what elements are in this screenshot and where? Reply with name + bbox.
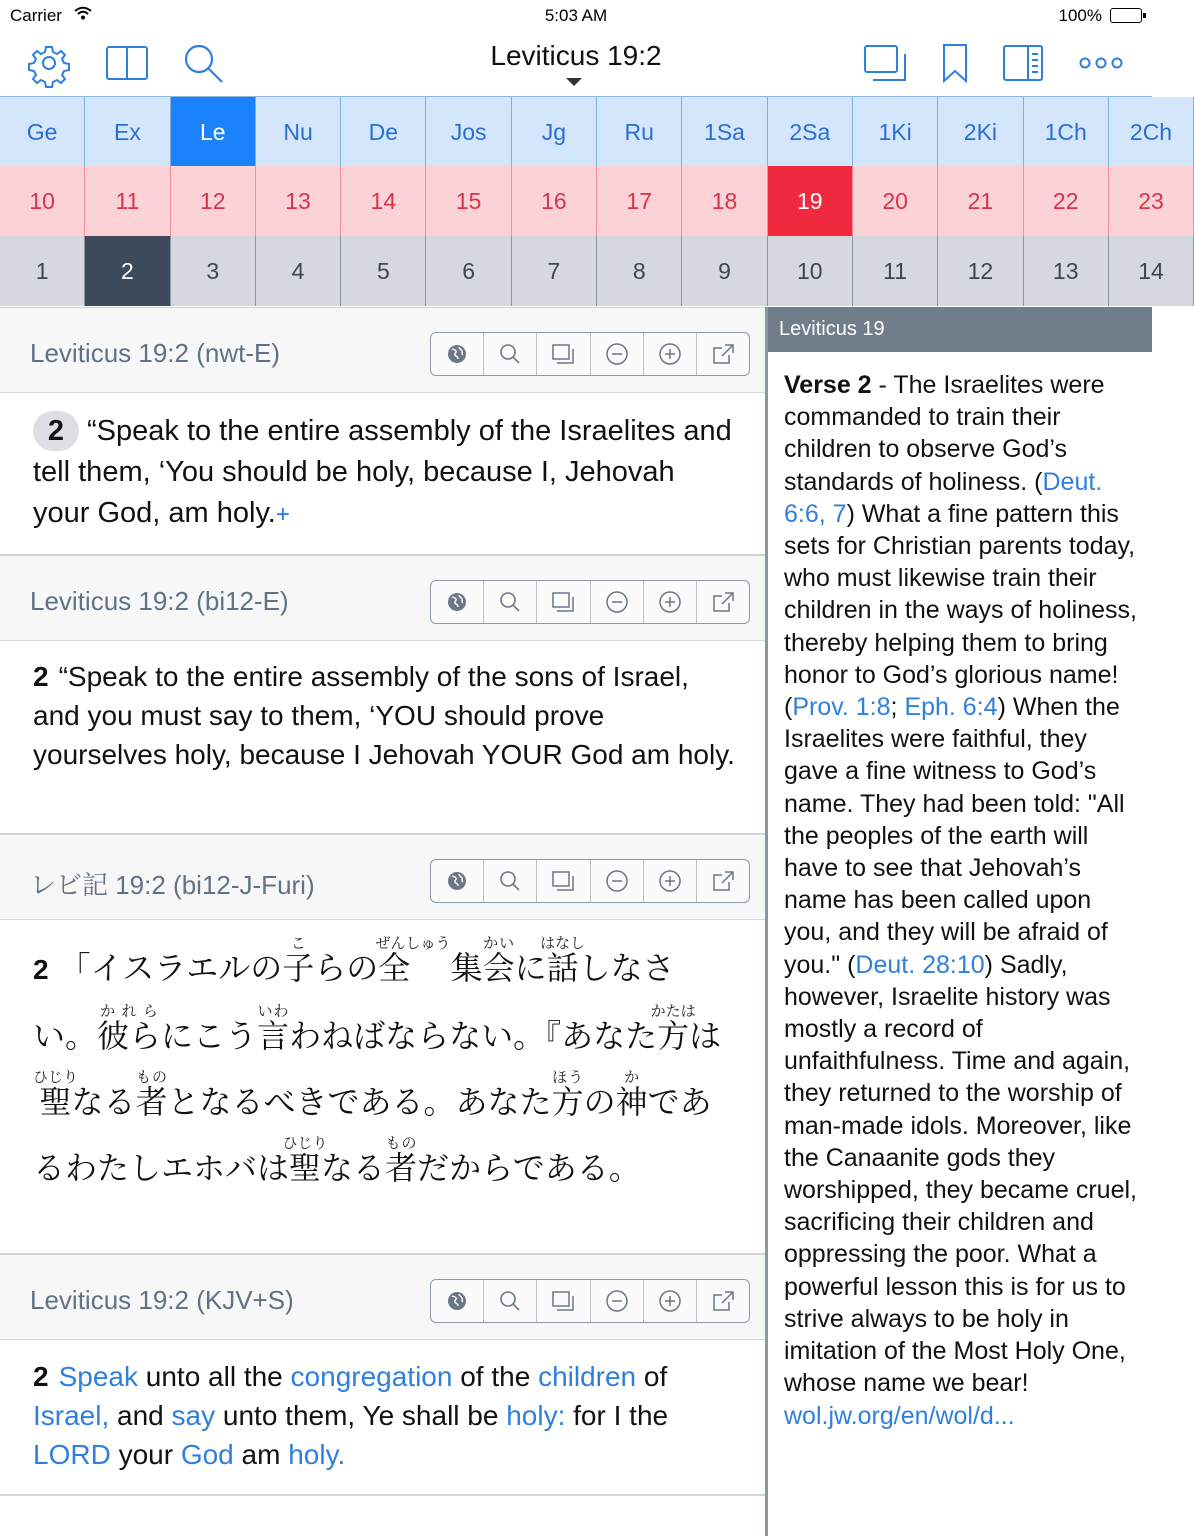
chapter-23[interactable]: 23 — [1109, 166, 1194, 236]
furigana-word: 全 ぜんしゅう — [375, 935, 451, 986]
book-jg[interactable]: Jg — [512, 97, 597, 167]
search-icon — [499, 870, 521, 892]
strongs-link[interactable]: LORD — [33, 1439, 111, 1470]
section-button-group — [430, 580, 750, 624]
furigana-word: 話はなし — [540, 935, 586, 986]
sidebar-icon[interactable] — [1000, 40, 1046, 86]
section-button-group — [430, 859, 750, 903]
book-ru[interactable]: Ru — [597, 97, 682, 167]
section-header — [0, 307, 765, 393]
zoom-out-icon — [605, 590, 629, 614]
zoom-in-icon — [658, 1289, 682, 1313]
strongs-link[interactable]: Israel, — [33, 1400, 110, 1431]
globe-icon — [446, 1290, 468, 1312]
furigana-word: 集 — [450, 950, 483, 986]
strongs-link[interactable]: congregation — [290, 1361, 453, 1392]
globe-icon — [446, 591, 468, 613]
commentary-header: Leviticus 19 — [768, 307, 1152, 352]
furigana-word: 子こ — [282, 935, 315, 986]
furigana-word: 者もの — [135, 1069, 168, 1120]
verse-selector — [0, 236, 1164, 306]
verse-2[interactable]: 2 — [85, 236, 170, 306]
search-button[interactable] — [484, 1280, 537, 1322]
reference-link[interactable]: wol.jw.org/en/wol/d... — [784, 1401, 1015, 1430]
book-de[interactable]: De — [341, 97, 426, 167]
section-separator — [0, 1494, 765, 1496]
verse-5[interactable]: 5 — [341, 236, 426, 306]
verse-text — [33, 411, 738, 535]
parallel-button[interactable] — [537, 860, 590, 902]
search-icon — [499, 591, 521, 613]
verse-content: “Speak to the entire assembly of the sons of Israel, and you must say to them, ‘YOU should prove yourselves holy, because I Jehovah YOUR God am holy. — [33, 661, 735, 770]
zoom-in-icon — [658, 590, 682, 614]
commentary-pane — [768, 307, 1152, 1536]
chapter-15[interactable]: 15 — [426, 166, 511, 236]
furigana-word: 方かたは — [650, 1003, 696, 1054]
chapter-selector — [0, 166, 1164, 236]
toolbar — [0, 30, 1152, 96]
parallel-button[interactable] — [537, 333, 590, 375]
verse-14[interactable]: 14 — [1109, 236, 1194, 306]
commentary-text: Verse 2 - The Israelites were commanded to train their children to observe God’s standards of holiness. (Deut. 6:6, 7) What a fine pattern this sets for Christian parents today, who must likewise train their children in the ways of holiness, thereby helping them to bring honor to God’s glorious name! (Prov. 1:8; Eph. 6:4) When the Israelites were faithful, they gave a fine witness to God’s name. They had been told: "All the peoples of the earth will have to see that Jehovah’s name has been called upon you, and they will be afraid of you." (Deut. 28:10) Sadly, however, Israelite history was mostly a record of unfaithfulness. Time and again, they returned to the worship of man-made idols. Moreover, like the Canaanite gods they worshipped, they became cruel, sacrificing their children and oppressing the poor. What a powerful lesson this is for us to strive always to be holy in imitation of the Most Holy One, whose name we bear! wol.jw.org/en/wol/d... — [784, 371, 1137, 1430]
globe-button[interactable] — [431, 581, 484, 623]
reference-link[interactable]: Deut. 28:10 — [855, 950, 985, 979]
strongs-link[interactable]: Speak — [58, 1361, 138, 1392]
book-ge[interactable]: Ge — [0, 97, 85, 167]
verse-10[interactable]: 10 — [768, 236, 853, 306]
verse-6[interactable]: 6 — [426, 236, 511, 306]
parallel-windows-icon[interactable] — [862, 40, 908, 86]
chapter-22[interactable]: 22 — [1024, 166, 1109, 236]
status-time: 5:03 AM — [544, 6, 608, 25]
zoom-out-button[interactable] — [591, 860, 644, 902]
book-selector — [0, 96, 1173, 166]
verse-text — [33, 657, 738, 774]
verse-8[interactable]: 8 — [597, 236, 682, 306]
globe-icon — [446, 870, 468, 892]
furigana-word: 方ほう — [551, 1069, 584, 1120]
zoom-in-button[interactable] — [644, 1280, 697, 1322]
translation-label: Leviticus 19:2 (nwt-E) — [30, 338, 280, 368]
verse-number: 2 — [33, 954, 49, 985]
battery-percent: 100% — [1058, 6, 1102, 25]
section-header — [0, 834, 765, 920]
section-header — [0, 555, 765, 641]
chapter-21[interactable]: 21 — [938, 166, 1023, 236]
furigana-word: 聖ひじり — [33, 1069, 79, 1120]
title-dropdown-caret[interactable] — [566, 78, 582, 86]
section-button-group — [430, 1279, 750, 1323]
zoom-out-icon — [605, 869, 629, 893]
chapter-13[interactable]: 13 — [256, 166, 341, 236]
book-1sa[interactable]: 1Sa — [682, 97, 767, 167]
book-nu[interactable]: Nu — [256, 97, 341, 167]
strongs-link[interactable]: holy. — [288, 1439, 346, 1470]
chapter-12[interactable]: 12 — [171, 166, 256, 236]
verse-3[interactable]: 3 — [171, 236, 256, 306]
translation-label: Leviticus 19:2 (bi12-E) — [30, 586, 289, 616]
chapter-18[interactable]: 18 — [682, 166, 767, 236]
section-button-group — [430, 332, 750, 376]
furigana-word: 神か — [615, 1069, 648, 1120]
parallel-button[interactable] — [537, 1280, 590, 1322]
translation-label: レビ記 19:2 (bi12-J-Furi) — [30, 870, 315, 900]
chapter-14[interactable]: 14 — [341, 166, 426, 236]
bookmark-icon[interactable] — [932, 40, 978, 86]
verse-4[interactable]: 4 — [256, 236, 341, 306]
globe-button[interactable] — [431, 860, 484, 902]
verse-text — [33, 935, 754, 1201]
verse-content: Speak unto all the congregation of the children of Israel, and say unto them, Ye shall be holy: for I the LORD your God am holy. — [33, 1361, 669, 1470]
zoom-out-button[interactable] — [591, 333, 644, 375]
globe-button[interactable] — [431, 333, 484, 375]
carrier-label: Carrier — [10, 6, 62, 25]
search-button[interactable] — [484, 333, 537, 375]
globe-icon — [446, 343, 468, 365]
share-button[interactable] — [697, 1280, 749, 1322]
chapter-10[interactable]: 10 — [0, 166, 85, 236]
share-icon — [711, 343, 735, 365]
furigana-word: 者もの — [385, 1135, 418, 1186]
chapter-16[interactable]: 16 — [512, 166, 597, 236]
furigana-word: 聖ひじり — [282, 1135, 328, 1186]
strongs-link[interactable]: children — [538, 1361, 637, 1392]
reference-link[interactable]: Deut. 6:6, 7 — [784, 467, 1103, 528]
parallel-button[interactable] — [537, 581, 590, 623]
verse-content: 「イスラエルの子こらの全 ぜんしゅう集会かいに話はなししなさい。彼らかれらにこう言いわわねばならない。『あなた方かたはは 聖ひじりなる者ものとなるべきである。あなた方ほうの神かであるわたしエホバは聖ひじりなる者ものだからである。 — [33, 935, 754, 1186]
zoom-in-button[interactable] — [644, 581, 697, 623]
zoom-in-button[interactable] — [644, 860, 697, 902]
chapter-17[interactable]: 17 — [597, 166, 682, 236]
book-le[interactable]: Le — [171, 97, 256, 167]
zoom-out-icon — [605, 1289, 629, 1313]
section-header — [0, 1254, 765, 1340]
chapter-19[interactable]: 19 — [768, 166, 853, 236]
footnote-plus-link[interactable]: + — [275, 501, 290, 528]
share-icon — [711, 870, 735, 892]
strongs-link[interactable]: say — [171, 1400, 216, 1431]
search-icon — [499, 1290, 521, 1312]
furigana-word: 彼らかれら — [97, 1003, 162, 1054]
verse-11[interactable]: 11 — [853, 236, 938, 306]
book-ex[interactable]: Ex — [85, 97, 170, 167]
book-1ch[interactable]: 1Ch — [1024, 97, 1109, 167]
parallel-icon — [551, 1290, 575, 1312]
zoom-in-icon — [658, 342, 682, 366]
verse-text — [33, 1357, 738, 1474]
verse-number: 2 — [33, 661, 49, 692]
parallel-icon — [551, 343, 575, 365]
page-title[interactable]: Leviticus 19:2 — [490, 40, 662, 71]
zoom-in-button[interactable] — [644, 333, 697, 375]
verse-number: 2 — [33, 411, 79, 451]
search-button[interactable] — [484, 581, 537, 623]
parallel-icon — [551, 870, 575, 892]
book-1ki[interactable]: 1Ki — [853, 97, 938, 167]
furigana-word: 会かい — [482, 935, 515, 986]
search-icon — [499, 343, 521, 365]
battery-icon — [1110, 8, 1142, 23]
translation-label: Leviticus 19:2 (KJV+S) — [30, 1285, 294, 1315]
reference-link[interactable]: Eph. 6:4 — [904, 693, 998, 722]
share-button[interactable] — [697, 860, 749, 902]
reference-link[interactable]: Prov. 1:8 — [792, 693, 891, 722]
zoom-in-icon — [658, 869, 682, 893]
status-bar — [0, 0, 1152, 30]
zoom-out-icon — [605, 342, 629, 366]
verse-number: 2 — [33, 1361, 49, 1392]
furigana-word: 言いわ — [257, 1003, 290, 1054]
verse-label: Verse 2 — [784, 371, 872, 399]
verse-13[interactable]: 13 — [1024, 236, 1109, 306]
zoom-out-button[interactable] — [591, 581, 644, 623]
verse-7[interactable]: 7 — [512, 236, 597, 306]
book-2sa[interactable]: 2Sa — [768, 97, 853, 167]
verse-12[interactable]: 12 — [938, 236, 1023, 306]
strongs-link[interactable]: holy: — [506, 1400, 566, 1431]
share-button[interactable] — [697, 333, 749, 375]
share-icon — [711, 591, 735, 613]
parallel-icon — [551, 591, 575, 613]
translations-pane — [0, 307, 765, 1536]
book-2ki[interactable]: 2Ki — [938, 97, 1023, 167]
book-jos[interactable]: Jos — [426, 97, 511, 167]
verse-9[interactable]: 9 — [682, 236, 767, 306]
chapter-20[interactable]: 20 — [853, 166, 938, 236]
share-button[interactable] — [697, 581, 749, 623]
share-icon — [711, 1290, 735, 1312]
zoom-out-button[interactable] — [591, 1280, 644, 1322]
book-2ch[interactable]: 2Ch — [1109, 97, 1194, 167]
chapter-11[interactable]: 11 — [85, 166, 170, 236]
strongs-link[interactable]: God — [180, 1439, 234, 1470]
search-button[interactable] — [484, 860, 537, 902]
verse-1[interactable]: 1 — [0, 236, 85, 306]
globe-button[interactable] — [431, 1280, 484, 1322]
verse-content: “Speak to the entire assembly of the Israelites and tell them, ‘You should be holy, because I, Jehovah your God, am holy. — [33, 415, 732, 529]
more-icon[interactable] — [1078, 40, 1124, 86]
